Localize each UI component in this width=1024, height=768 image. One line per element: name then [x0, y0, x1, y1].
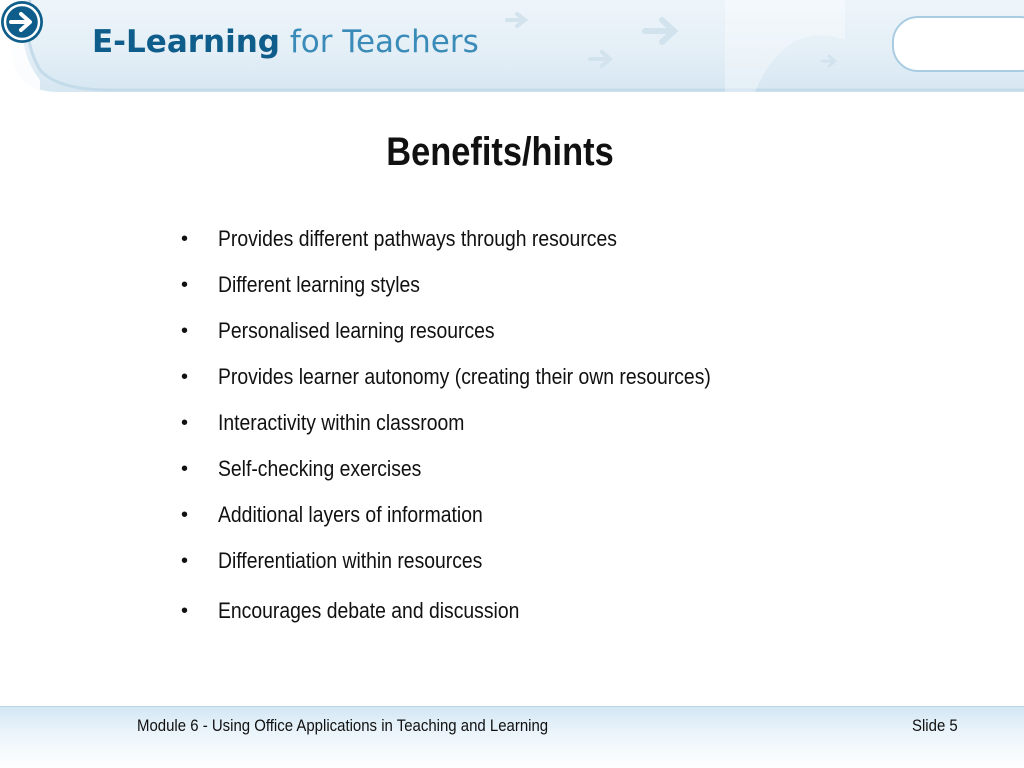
header-banner — [0, 0, 1024, 92]
bullet-marker: • — [181, 320, 189, 342]
header-pill-frame — [892, 16, 1024, 72]
bullet-text: Provides learner autonomy (creating their own resources) — [218, 364, 711, 389]
bullet-text: Different learning styles — [218, 272, 420, 297]
arrow-right-circle-icon — [0, 0, 44, 44]
bullet-marker: • — [181, 550, 189, 572]
bullet-marker: • — [181, 274, 189, 296]
bullet-text: Provides different pathways through resources — [218, 226, 617, 251]
bullet-text: Additional layers of information — [218, 502, 483, 527]
decorative-arrow-icon — [588, 48, 616, 70]
logo-for-teachers: for Teachers — [279, 24, 479, 60]
bullet-text: Personalised learning resources — [218, 318, 495, 343]
slide-number: Slide 5 — [912, 716, 958, 735]
bullet-marker: • — [181, 228, 189, 250]
decorative-arrow-icon — [642, 14, 682, 48]
bullet-marker: • — [181, 600, 189, 622]
bullet-text: Encourages debate and discussion — [218, 598, 520, 623]
bullet-marker: • — [181, 504, 189, 526]
footer-module-text: Module 6 - Using Office Applications in Teaching and Learning — [137, 716, 549, 735]
slide-title: Benefits/hints — [386, 130, 614, 174]
logo-text — [92, 20, 479, 64]
bullet-text: Interactivity within classroom — [218, 410, 465, 435]
bullet-text: Differentiation within resources — [218, 548, 483, 573]
decorative-swoosh — [715, 0, 845, 92]
bullet-text: Self-checking exercises — [218, 456, 422, 481]
decorative-arrow-icon — [505, 10, 531, 30]
bullet-marker: • — [181, 366, 189, 388]
bullet-marker: • — [181, 458, 189, 480]
logo-elearning: E-Learning — [92, 24, 280, 60]
bullet-marker: • — [181, 412, 189, 434]
